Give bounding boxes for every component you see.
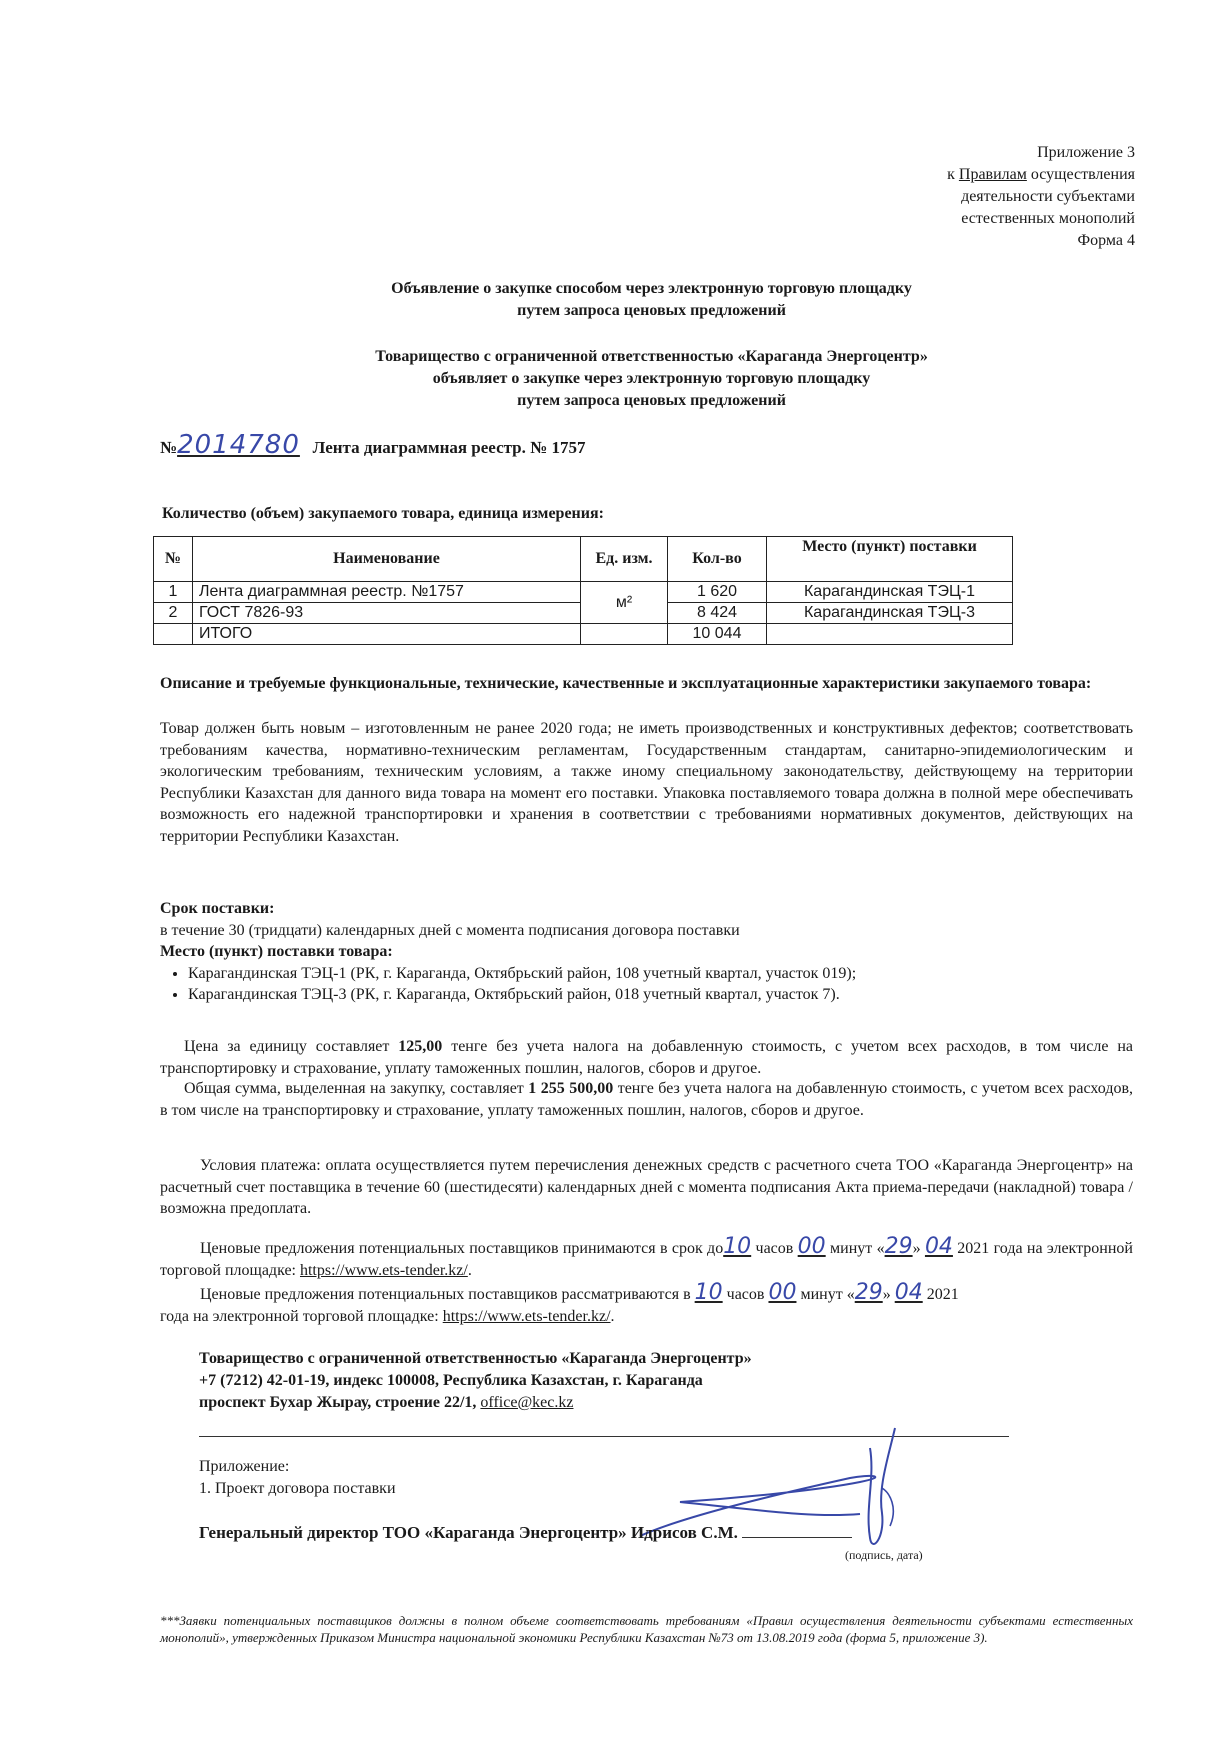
- review-paragraph: [160, 1282, 1133, 1327]
- row-num: 2: [154, 603, 193, 624]
- attachment-item: 1. Проект договора поставки: [199, 1480, 396, 1497]
- total-suffix: тенге без учета налога на добавленную стоимость, с учетом всех расходов, в том числе на транспортировку и страхование, уплату таможенных пошлин, налогов, сборов и другое.: [160, 1080, 1134, 1119]
- acc-prefix: Ценовые предложения потенциальных поставщиков принимаются в срок до: [200, 1240, 724, 1257]
- tender-link[interactable]: https://www.ets-tender.kz/: [442, 1307, 611, 1325]
- row-name: ГОСТ 7826-93: [193, 603, 581, 624]
- acc-min-word: минут «: [825, 1240, 885, 1257]
- table-header-row: [154, 537, 1013, 582]
- director-text: Генеральный директор ТОО «Караганда Энергоцентр» Идрисов С.М.: [199, 1523, 738, 1542]
- total-unit: [581, 624, 668, 645]
- appendix-line: [947, 164, 1135, 186]
- subtitle-line: Товарищество с ограниченной ответственностью «Караганда Энергоцентр»: [375, 348, 928, 365]
- table-total-row: [154, 624, 1013, 645]
- appendix-line: естественных монополий: [961, 210, 1135, 227]
- rev-prefix: Ценовые предложения потенциальных поставщиков рассматриваются в: [200, 1286, 695, 1303]
- org-address: проспект Бухар Жырау, строение 22/1,: [199, 1394, 481, 1411]
- signature-caption: (подпись, дата): [845, 1548, 923, 1562]
- title-line: путем запроса ценовых предложений: [517, 302, 786, 319]
- acc-close: »: [912, 1240, 925, 1257]
- rules-link[interactable]: Правилам: [958, 166, 1027, 183]
- col-qty-header: Кол-во: [668, 537, 767, 582]
- footnote: ***Заявки потенциальных поставщиков должны в полном объеме соответствовать требованиям «Правил осуществления деятельности субъектами естественных монополий», утвержденных Приказом Министра национальной экономики Республики Казахстан №73 от 13.08.2019 года (форма 5, приложение 3).: [160, 1613, 1133, 1645]
- signature-image: [620, 1418, 980, 1568]
- rev-end: .: [610, 1307, 615, 1325]
- lot-number-handwritten: 2014780: [177, 430, 300, 460]
- rev-year: 2021: [922, 1286, 959, 1303]
- title-line: Объявление о закупке способом через электронную торговую площадку: [391, 280, 912, 297]
- row-name: Лента диаграммная реестр. №1757: [193, 582, 581, 603]
- rev-day-handwritten: 29: [854, 1280, 883, 1305]
- total-amount: 1 255 500,00: [528, 1080, 614, 1097]
- organization-block: [199, 1348, 752, 1414]
- rev-suffix: года на электронной торговой площадке:: [160, 1307, 443, 1325]
- col-unit-header: Ед. изм.: [581, 537, 668, 582]
- acc-hour-handwritten: 10: [723, 1234, 752, 1259]
- price-suffix: тенге без учета налога на добавленную стоимость, с учетом всех расходов, в том числе на транспортировку и страхование, уплату таможенных пошлин, налогов, сборов и другое.: [160, 1038, 1133, 1077]
- places-list: [160, 963, 1133, 1006]
- acc-year-text: 2021 года на электронной торговой площадке:: [160, 1240, 1133, 1279]
- announcement-title: [40, 278, 1223, 322]
- place-heading: Место (пункт) поставки товара:: [160, 943, 393, 960]
- col-num-header: №: [154, 537, 193, 582]
- payment-paragraph: Условия платежа: оплата осуществляется путем перечисления денежных средств с расчетного счета ТОО «Караганда Энергоцентр» на расчетный счет поставщика в течение 60 (шестидесяти) календарных дней с момента подписания Акта приема-передачи (накладной) товара / возможна предоплата.: [160, 1157, 1133, 1217]
- acceptance-paragraph: [160, 1236, 1133, 1281]
- acc-min-handwritten: 00: [797, 1234, 826, 1259]
- org-line: +7 (7212) 42-01-19, индекс 100008, Республика Казахстан, г. Караганда: [199, 1372, 703, 1389]
- quantity-heading: Количество (объем) закупаемого товара, единица измерения:: [162, 505, 604, 522]
- description-heading: Описание и требуемые функциональные, технические, качественные и эксплуатационные характеристики закупаемого товара:: [160, 675, 1092, 692]
- lot-line: [160, 430, 585, 460]
- term-text: в течение 30 (тридцати) календарных дней с момента подписания договора поставки: [160, 921, 740, 939]
- row-unit: м²: [581, 582, 668, 624]
- row-qty: 1 620: [668, 582, 767, 603]
- price-paragraph: [160, 1036, 1133, 1079]
- appendix-line: деятельности субъектами: [961, 188, 1135, 205]
- lot-prefix: №: [160, 438, 178, 457]
- attachment-heading: Приложение:: [199, 1458, 290, 1475]
- row-place: Карагандинская ТЭЦ-3: [767, 603, 1013, 624]
- term-heading: Срок поставки:: [160, 900, 275, 917]
- rev-min-word: минут «: [796, 1286, 855, 1303]
- total-prefix: Общая сумма, выделенная на закупку, составляет: [184, 1080, 529, 1097]
- lot-name: Лента диаграммная реестр. № 1757: [312, 438, 586, 457]
- row-num: 1: [154, 582, 193, 603]
- total-qty: 10 044: [668, 624, 767, 645]
- col-place-header: Место (пункт) поставки: [767, 537, 1013, 582]
- delivery-block: [160, 898, 1133, 1006]
- total-label: ИТОГО: [193, 624, 581, 645]
- row-place: Карагандинская ТЭЦ-1: [767, 582, 1013, 603]
- director-line: [199, 1523, 852, 1543]
- acc-day-handwritten: 29: [884, 1234, 913, 1259]
- total-num: [154, 624, 193, 645]
- rev-month-handwritten: 04: [894, 1280, 923, 1305]
- price-prefix: Цена за единицу составляет: [184, 1038, 399, 1055]
- org-line: [199, 1392, 752, 1414]
- acc-hours-word: часов: [751, 1240, 798, 1257]
- list-item: • Карагандинская ТЭЦ-1 (РК, г. Караганда, Октябрьский район, 108 учетный квартал, участок 019);: [188, 963, 1133, 985]
- subtitle-line: объявляет о закупке через электронную торговую площадку: [432, 370, 871, 387]
- price-amount: 125,00: [398, 1038, 443, 1055]
- tender-link[interactable]: https://www.ets-tender.kz/: [299, 1261, 468, 1279]
- row-qty: 8 424: [668, 603, 767, 624]
- acc-end: .: [467, 1261, 472, 1279]
- appendix-line: Приложение 3: [1037, 144, 1135, 161]
- attachment-block: [199, 1456, 396, 1500]
- signature-line: [742, 1537, 852, 1538]
- appendix-prefix: к: [947, 166, 959, 183]
- subtitle-line: путем запроса ценовых предложений: [517, 392, 786, 409]
- form-number: Форма 4: [1077, 232, 1135, 249]
- rev-hour-handwritten: 10: [694, 1280, 723, 1305]
- rev-close: »: [882, 1286, 895, 1303]
- email-link[interactable]: office@kec.kz: [480, 1394, 574, 1411]
- list-item: • Карагандинская ТЭЦ-3 (РК, г. Караганда, Октябрьский район, 018 учетный квартал, участок 7).: [188, 984, 1133, 1006]
- total-paragraph: [160, 1078, 1133, 1121]
- items-table: [153, 536, 1013, 645]
- description-text: Товар должен быть новым – изготовленным не ранее 2020 года; не иметь производственных и конструктивных дефектов; соответствовать требованиям качества, нормативно-техническим регламентам, Государственным стандартам, санитарно-эпидемиологическим и экологическим требованиям, техническим условиям, а также иному специальному законодательству, действующему на территории Республики Казахстан для данного вида товара на момент его поставки. Упаковка поставляемого товара должна в полной мере обеспечивать возможность его надежной транспортировки и хранения в соответствии с требованиями нормативных документов, действующих на территории Республики Казахстан.: [160, 720, 1133, 845]
- total-place: [767, 624, 1013, 645]
- col-name-header: Наименование: [193, 537, 581, 582]
- appendix-header: [947, 142, 1135, 252]
- rev-min-handwritten: 00: [768, 1280, 797, 1305]
- org-line: Товарищество с ограниченной ответственностью «Караганда Энергоцентр»: [199, 1350, 752, 1367]
- table-row: [154, 582, 1013, 603]
- acc-month-handwritten: 04: [924, 1234, 953, 1259]
- rev-hours-word: часов: [722, 1286, 769, 1303]
- announcement-subtitle: [40, 346, 1223, 412]
- appendix-suffix: осуществления: [1026, 166, 1135, 183]
